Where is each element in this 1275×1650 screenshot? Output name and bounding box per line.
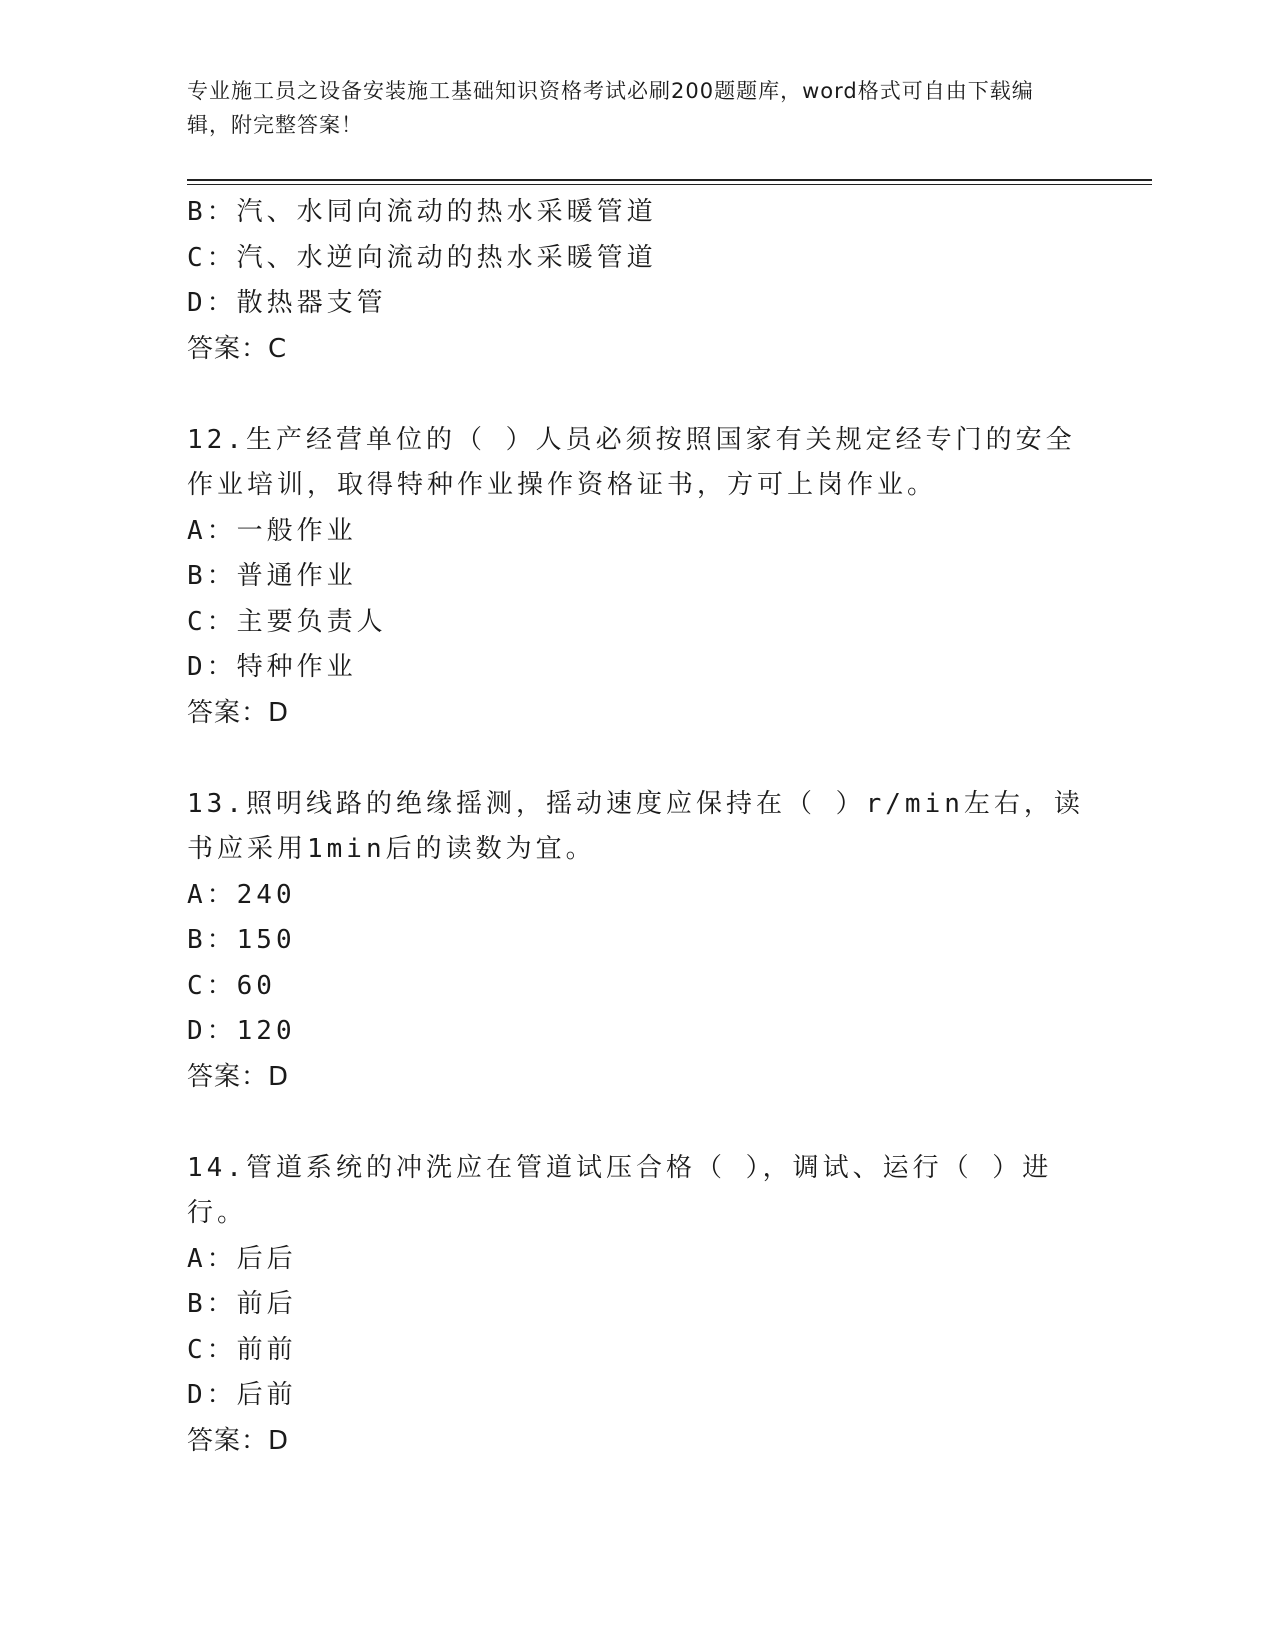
question-12: [187, 418, 1087, 737]
option-a: A：240: [187, 879, 296, 910]
question-stem: 14.管道系统的冲洗应在管道试压合格（ ），调试、运行（ ）进行。: [187, 1152, 1053, 1228]
option-c: C：60: [187, 970, 276, 1001]
question-stem: 13.照明线路的绝缘摇测，摇动速度应保持在（ ）r/min左右，读书应采用1min后的读数为宜。: [187, 788, 1084, 864]
option-b: B：前后: [187, 1289, 297, 1319]
question-stem: 12.生产经营单位的（ ）人员必须按照国家有关规定经专门的安全作业培训，取得特种作业操作资格证书，方可上岗作业。: [187, 424, 1076, 500]
option-a: A：后后: [187, 1243, 297, 1274]
option-d: D：120: [187, 1016, 296, 1046]
option-b: B：汽、水同向流动的热水采暖管道: [187, 197, 657, 227]
option-d: D：散热器支管: [187, 288, 387, 318]
question-13: [187, 782, 1087, 1101]
continued-question: [187, 190, 1087, 372]
option-c: C：主要负责人: [187, 606, 387, 637]
answer-line: 答案：D: [187, 1061, 290, 1092]
spacer: [187, 736, 1087, 782]
spacer: [187, 372, 1087, 418]
header-divider-thick: [187, 179, 1152, 181]
answer-line: 答案：C: [187, 333, 288, 364]
answer-line: 答案：D: [187, 697, 290, 728]
option-c: C：汽、水逆向流动的热水采暖管道: [187, 242, 657, 273]
header-divider-thin: [187, 184, 1152, 185]
document-header: 专业施工员之设备安装施工基础知识资格考试必刷200题题库，word格式可自由下载编辑，附完整答案！: [187, 79, 1034, 137]
option-a: A：一般作业: [187, 515, 357, 546]
option-b: B：150: [187, 925, 296, 955]
option-d: D：后前: [187, 1380, 297, 1410]
question-content: [187, 190, 1087, 1464]
answer-line: 答案：D: [187, 1425, 290, 1456]
option-b: B：普通作业: [187, 561, 357, 591]
spacer: [187, 1100, 1087, 1146]
option-c: C：前前: [187, 1334, 297, 1365]
question-14: [187, 1146, 1087, 1465]
option-d: D：特种作业: [187, 652, 357, 682]
